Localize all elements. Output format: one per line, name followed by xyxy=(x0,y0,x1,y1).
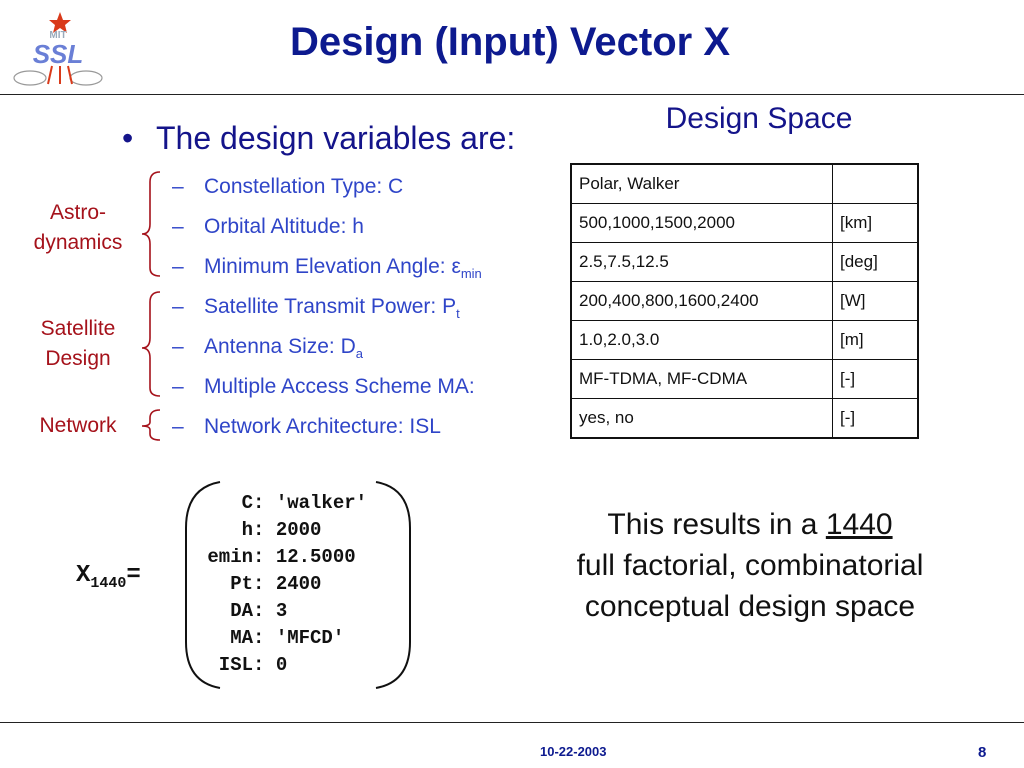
sub-bullet xyxy=(172,175,403,199)
dash-icon: – xyxy=(172,415,184,438)
dash-icon: – xyxy=(172,255,184,278)
bullet-icon: • xyxy=(122,120,134,156)
table-cell-values: 200,400,800,1600,2400 xyxy=(571,282,833,321)
table-row xyxy=(571,399,918,439)
title-divider xyxy=(0,94,1024,95)
sub-bullet-text: Network Architecture: ISL xyxy=(204,415,441,438)
logo-text: SSL xyxy=(32,39,84,69)
main-bullet xyxy=(122,120,515,157)
table-cell-unit: [-] xyxy=(833,360,919,399)
result-count: 1440 xyxy=(825,508,893,541)
table-cell-unit: [deg] xyxy=(833,243,919,282)
result-line-3: conceptual design space xyxy=(584,590,916,623)
logo-cloud-left xyxy=(14,71,46,85)
mit-ssl-logo xyxy=(8,8,108,88)
table-cell-values: 2.5,7.5,12.5 xyxy=(571,243,833,282)
subscript: t xyxy=(456,306,460,322)
sub-bullet xyxy=(172,215,364,239)
vector-line: DA: 3 xyxy=(196,600,288,622)
table-row xyxy=(571,204,918,243)
brace-astrodynamics xyxy=(142,172,160,276)
equals-sign: = xyxy=(126,562,141,589)
table-row xyxy=(571,360,918,399)
right-bracket xyxy=(376,482,410,688)
sub-bullet-text: Satellite Transmit Power: P xyxy=(204,295,457,318)
sub-bullet xyxy=(172,295,460,321)
sub-bullet-text: Antenna Size: D xyxy=(204,335,356,358)
vector-line: emin: 12.5000 xyxy=(196,546,356,568)
result-line-2: full factorial, combinatorial xyxy=(576,549,924,582)
vector-label: $X_{1440}=$ xyxy=(76,562,141,592)
sub-bullet-text: Minimum Elevation Angle: ε xyxy=(204,255,461,278)
footer-date: 10-22-2003 xyxy=(540,744,607,759)
vector-line: Pt: 2400 xyxy=(196,573,322,595)
table-cell-values: Polar, Walker xyxy=(571,164,833,204)
design-space-table xyxy=(570,163,919,439)
table-cell-values: 500,1000,1500,2000 xyxy=(571,204,833,243)
table-row xyxy=(571,164,918,204)
vector-line: ISL: 0 xyxy=(196,654,288,676)
vector-line: C: 'walker' xyxy=(196,492,368,514)
table-row xyxy=(571,282,918,321)
design-space-title: Design Space xyxy=(665,102,853,135)
page-number: 8 xyxy=(978,744,987,761)
sub-bullet xyxy=(172,415,441,439)
table-cell-values: yes, no xyxy=(571,399,833,439)
dash-icon: – xyxy=(172,375,184,398)
sub-bullet xyxy=(172,255,482,281)
group-braces xyxy=(138,168,164,452)
table-cell-values: 1.0,2.0,3.0 xyxy=(571,321,833,360)
vector-values xyxy=(196,492,367,681)
table-row xyxy=(571,243,918,282)
table-cell-unit xyxy=(833,164,919,204)
brace-satellite-design xyxy=(142,292,160,396)
main-bullet-text: The design variables are: xyxy=(156,120,516,156)
group-label-satellite-design: Satellite Design xyxy=(40,317,116,370)
slide-title: Design (Input) Vector X xyxy=(289,20,731,64)
result-statement xyxy=(540,504,960,627)
dash-icon: – xyxy=(172,335,184,358)
group-label-network: Network xyxy=(39,414,117,437)
group-label-astrodynamics: Astro- dynamics xyxy=(33,201,123,254)
table-cell-unit: [km] xyxy=(833,204,919,243)
vector-line: MA: 'MFCD' xyxy=(196,627,345,649)
result-line-1: This results in a 1440 xyxy=(607,508,893,541)
vector-label-subscript: 1440 xyxy=(90,574,127,592)
subscript: min xyxy=(460,266,482,282)
table-cell-unit: [W] xyxy=(833,282,919,321)
sub-bullet xyxy=(172,375,475,399)
logo-small-text: MIT xyxy=(49,30,67,41)
table-cell-unit: [m] xyxy=(833,321,919,360)
sub-bullet-text: Orbital Altitude: h xyxy=(204,215,364,238)
sub-bullet-text: Multiple Access Scheme MA: xyxy=(204,375,475,398)
dash-icon: – xyxy=(172,175,184,198)
dash-icon: – xyxy=(172,215,184,238)
sub-bullet xyxy=(172,335,363,361)
dash-icon: – xyxy=(172,295,184,318)
table-cell-values: MF-TDMA, MF-CDMA xyxy=(571,360,833,399)
footer-divider xyxy=(0,722,1024,723)
table-row xyxy=(571,321,918,360)
brace-network xyxy=(142,410,160,440)
vector-line: h: 2000 xyxy=(196,519,322,541)
subscript: a xyxy=(355,346,363,362)
logo-cloud-right xyxy=(70,71,102,85)
sub-bullet-text: Constellation Type: C xyxy=(204,175,404,198)
table-cell-unit: [-] xyxy=(833,399,919,439)
